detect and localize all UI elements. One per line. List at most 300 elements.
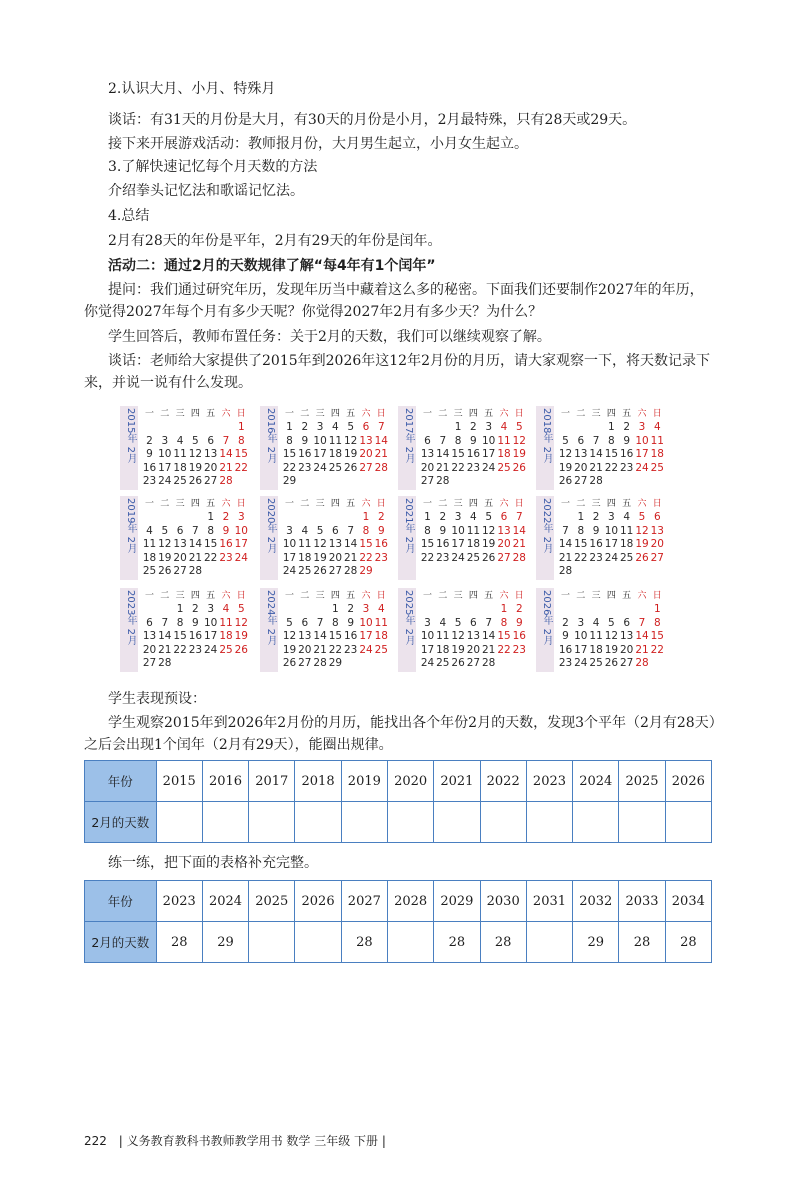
calendar-day: 22 (604, 461, 619, 474)
calendar-day: 17 (604, 538, 619, 551)
weekday-label: 四 (190, 499, 200, 509)
calendar-weekday-header (282, 407, 390, 419)
table-row (85, 802, 712, 843)
calendar-day: 17 (158, 461, 172, 474)
weekday-label: 二 (438, 499, 448, 509)
activity-two-heading: 活动二：通过2月的天数规律了解“每4年有1个闰年” (108, 258, 436, 274)
calendar-day: 27 (650, 551, 664, 564)
calendar-day: 26 (188, 475, 203, 488)
weekday-label: 二 (300, 591, 310, 601)
weekday-label: 日 (236, 591, 246, 601)
calendar-day: 11 (142, 538, 157, 551)
calendar-day: 25 (328, 461, 343, 474)
table-cell-days[interactable] (249, 802, 295, 843)
weekday-label: 六 (637, 409, 647, 419)
calendar-label-tab (260, 496, 278, 580)
calendar-day: 17 (204, 630, 218, 643)
calendar-day: 1 (500, 603, 508, 615)
calendar-day: 3 (286, 524, 293, 537)
weekday-label: 四 (190, 591, 200, 601)
calendar-day: 5 (347, 421, 355, 433)
calendar-day: 21 (158, 643, 172, 656)
weekday-label: 五 (484, 591, 494, 601)
weekday-label: 三 (315, 499, 325, 509)
weekday-label: 日 (652, 499, 662, 509)
table-feb-days-2023-2034 (84, 880, 712, 963)
calendar-feb (536, 406, 666, 490)
weekday-label: 四 (606, 409, 616, 419)
calendar-day: 26 (512, 461, 526, 474)
calendar-day: 24 (482, 461, 496, 474)
calendar-weekday-header (142, 407, 250, 419)
calendar-weekday-header (142, 589, 250, 601)
calendar-day: 12 (482, 524, 496, 537)
calendar-day: 9 (192, 616, 199, 629)
calendar-day: 11 (650, 434, 664, 447)
calendar-day: 18 (436, 643, 450, 656)
calendar-day: 19 (451, 643, 465, 656)
calendar-day: 25 (173, 475, 187, 488)
calendar-day: 21 (512, 538, 526, 551)
calendar-day: 15 (451, 448, 465, 461)
calendar-day: 24 (574, 657, 588, 670)
calendar-day: 7 (638, 616, 646, 629)
table-cell-days[interactable]: 28 (341, 922, 387, 963)
calendar-day: 24 (359, 643, 373, 656)
calendar-day: 2 (377, 511, 385, 523)
calendar-day: 3 (424, 616, 431, 629)
calendar-weekday-header (558, 497, 666, 509)
calendar-day: 26 (604, 657, 619, 670)
calendar-day: 22 (574, 551, 588, 564)
calendar-day: 5 (485, 511, 493, 523)
calendar-day: 20 (650, 538, 664, 551)
calendar-day: 17 (359, 630, 373, 643)
calendar-day: 15 (650, 630, 664, 643)
calendar-day: 22 (204, 551, 218, 564)
calendar-day: 25 (466, 551, 481, 564)
calendar-day: 10 (234, 524, 248, 537)
section-heading-months: 2.认识大月、小月、特殊月 (108, 81, 276, 97)
calendar-day: 21 (374, 448, 388, 461)
weekday-label: 三 (315, 409, 325, 419)
table-cell-days[interactable] (249, 922, 295, 963)
calendar-day: 18 (650, 448, 664, 461)
calendar-day: 14 (482, 630, 496, 643)
calendar-day: 23 (344, 643, 358, 656)
calendar-day: 28 (158, 657, 172, 670)
calendar-day: 13 (298, 630, 312, 643)
calendar-day: 8 (207, 524, 215, 537)
calendar-day: 1 (653, 603, 661, 615)
weekday-label: 五 (206, 499, 216, 509)
calendar-day: 27 (620, 657, 634, 670)
calendar-day: 11 (620, 524, 634, 537)
calendar-day: 12 (313, 538, 327, 551)
calendar-day: 17 (420, 643, 435, 656)
calendar-day: 25 (620, 551, 634, 564)
weekday-label: 五 (346, 591, 356, 601)
calendar-day: 24 (204, 643, 218, 656)
table-cell-year: 2015 (156, 761, 202, 802)
calendar-day: 23 (589, 551, 603, 564)
calendar-day: 18 (328, 448, 343, 461)
table-cell-days[interactable]: 28 (156, 922, 202, 963)
calendar-day: 8 (176, 616, 184, 629)
calendar-day: 1 (362, 511, 370, 523)
calendar-day: 1 (207, 511, 215, 523)
table-cell-year: 2031 (526, 881, 572, 922)
calendar-day: 2 (222, 511, 230, 523)
table-row (85, 761, 712, 802)
calendar-day: 22 (451, 461, 465, 474)
calendar-day: 6 (207, 434, 215, 447)
weekday-label: 一 (284, 591, 294, 601)
table-cell-days[interactable] (619, 802, 665, 843)
calendar-day: 6 (623, 616, 631, 629)
calendar-day: 24 (313, 461, 327, 474)
calendar-day: 23 (142, 475, 157, 488)
page-footer (84, 1132, 386, 1149)
calendar-day: 20 (420, 461, 435, 474)
table-header-year: 年份 (85, 881, 157, 922)
calendar-label-tab (536, 588, 554, 672)
calendar-day: 19 (158, 551, 172, 564)
calendar-day: 11 (173, 448, 187, 461)
calendar-weekday-header (142, 497, 250, 509)
calendar-day: 17 (451, 538, 465, 551)
calendar-day: 10 (574, 630, 588, 643)
calendar-day: 2 (192, 603, 199, 615)
calendar-label-tab (398, 588, 416, 672)
table-cell-days[interactable] (295, 802, 341, 843)
weekday-label: 四 (330, 591, 340, 601)
calendar-day: 10 (482, 434, 496, 447)
calendar-day: 2 (301, 421, 309, 433)
calendar-day: 22 (234, 461, 248, 474)
table-cell-days[interactable] (387, 922, 433, 963)
paragraph-question: 提问：我们通过研究年历，发现年历当中藏着这么多的秘密。下面我们还要制作2027年的年历，你觉得2027年每个月有多少天呢？你觉得2027年2月有多少天？为什么？ (84, 282, 704, 320)
calendar-day: 14 (512, 524, 526, 537)
calendar-day: 4 (332, 421, 339, 433)
paragraph-game: 接下来开展游戏活动：教师报月份，大月男生起立，小月女生起立。 (108, 136, 528, 152)
calendar-day: 7 (161, 616, 169, 629)
calendar-day: 12 (234, 616, 248, 629)
calendar-day: 4 (592, 616, 600, 629)
calendar-day: 4 (377, 603, 385, 615)
calendar-day: 3 (362, 603, 370, 615)
calendar-day: 5 (562, 434, 569, 447)
calendar-day: 15 (574, 538, 588, 551)
table-cell-days[interactable] (526, 922, 572, 963)
calendar-day: 4 (653, 421, 661, 433)
calendar-day: 8 (424, 524, 431, 537)
calendar-year-label: 2024年 2月 (265, 590, 276, 645)
weekday-label: 日 (652, 409, 662, 419)
weekday-label: 一 (422, 409, 432, 419)
calendar-day: 6 (176, 524, 184, 537)
calendar-day: 9 (301, 434, 309, 447)
calendar-day: 27 (466, 657, 481, 670)
calendar-day: 8 (577, 524, 585, 537)
calendar-day: 24 (451, 551, 465, 564)
calendar-day: 5 (515, 421, 523, 433)
table-cell-days[interactable] (526, 802, 572, 843)
book-title: | 义务教育教科书教师教学用书 数学 三年级 下册 | (118, 1134, 386, 1148)
table-cell-days[interactable] (665, 802, 711, 843)
weekday-label: 六 (221, 409, 231, 419)
calendar-day: 10 (451, 524, 465, 537)
calendar-day: 14 (436, 448, 450, 461)
section-heading-memory: 3.了解快速记忆每个月天数的方法 (108, 159, 318, 175)
weekday-label: 一 (144, 591, 154, 601)
calendar-day: 7 (316, 616, 324, 629)
table-cell-days[interactable]: 28 (665, 922, 711, 963)
calendar-day: 25 (142, 565, 157, 578)
table-cell-days[interactable] (295, 922, 341, 963)
calendar-day: 11 (466, 524, 481, 537)
table-cell-days[interactable]: 28 (480, 922, 526, 963)
table-cell-year: 2032 (573, 881, 619, 922)
calendar-day: 16 (298, 448, 312, 461)
weekday-label: 三 (175, 409, 185, 419)
weekday-label: 二 (576, 591, 586, 601)
calendar-day: 12 (558, 448, 573, 461)
table-cell-year: 2017 (249, 761, 295, 802)
calendar-day: 18 (298, 551, 312, 564)
calendar-day: 2 (347, 603, 355, 615)
table-cell-days[interactable]: 28 (434, 922, 480, 963)
calendar-day: 9 (146, 448, 153, 461)
paragraph-talk-calendar: 谈话：老师给大家提供了2015年到2026年这12年2月份的月历，请大家观察一下，将天数记录下来，并说一说有什么发现。 (84, 353, 710, 391)
calendar-day: 27 (298, 657, 312, 670)
table-cell-days[interactable] (341, 802, 387, 843)
table-cell-days[interactable] (573, 802, 619, 843)
calendar-day: 13 (620, 630, 634, 643)
calendar-day: 5 (237, 603, 245, 615)
calendar-day: 10 (313, 434, 327, 447)
weekday-label: 四 (468, 499, 478, 509)
calendar-feb (120, 496, 250, 580)
weekday-label: 三 (453, 499, 463, 509)
calendar-day: 14 (589, 448, 603, 461)
calendar-day: 6 (500, 511, 508, 523)
calendar-day: 11 (328, 434, 343, 447)
calendar-day: 9 (347, 616, 355, 629)
calendar-day: 6 (653, 511, 661, 523)
calendar-day: 2 (470, 421, 477, 433)
calendar-year-label: 2020年 2月 (265, 498, 276, 553)
calendar-day: 3 (638, 421, 646, 433)
weekday-label: 日 (376, 409, 386, 419)
calendar-day: 15 (234, 448, 248, 461)
calendar-day: 13 (173, 538, 187, 551)
calendar-day: 28 (436, 475, 450, 488)
weekday-label: 三 (315, 591, 325, 601)
calendar-day: 15 (420, 538, 435, 551)
calendar-day: 28 (558, 565, 573, 578)
calendar-day: 23 (512, 643, 526, 656)
calendar-weekday-header (420, 589, 528, 601)
table-cell-year: 2018 (295, 761, 341, 802)
table-cell-days[interactable] (387, 802, 433, 843)
calendar-day: 23 (466, 461, 481, 474)
table-cell-days[interactable] (202, 802, 248, 843)
calendar-day: 5 (316, 524, 324, 537)
calendar-day: 14 (635, 630, 649, 643)
calendar-day: 27 (497, 551, 511, 564)
calendar-day: 1 (608, 421, 615, 433)
table-cell-days[interactable] (156, 802, 202, 843)
calendar-day: 11 (436, 630, 450, 643)
calendar-day: 14 (558, 538, 573, 551)
calendar-day: 13 (359, 434, 373, 447)
calendar-feb (120, 588, 250, 672)
calendar-day: 18 (620, 538, 634, 551)
calendar-day: 19 (188, 461, 203, 474)
calendar-day: 1 (286, 421, 293, 433)
calendar-day: 14 (374, 434, 388, 447)
weekday-label: 三 (175, 591, 185, 601)
calendar-day: 2 (623, 421, 631, 433)
calendar-day: 19 (604, 643, 619, 656)
weekday-label: 一 (422, 499, 432, 509)
calendar-day: 3 (485, 421, 493, 433)
calendar-weekday-header (282, 589, 390, 601)
table-cell-days[interactable]: 29 (202, 922, 248, 963)
calendar-day: 5 (638, 511, 646, 523)
weekday-label: 六 (361, 591, 371, 601)
weekday-label: 一 (284, 499, 294, 509)
calendar-day: 17 (282, 551, 297, 564)
calendar-day: 15 (328, 630, 343, 643)
calendar-day: 22 (420, 551, 435, 564)
calendar-day: 10 (604, 524, 619, 537)
calendar-day: 7 (485, 616, 493, 629)
calendar-day: 16 (620, 448, 634, 461)
calendar-day: 28 (313, 657, 327, 670)
calendar-day: 1 (237, 421, 245, 433)
calendar-day: 22 (359, 551, 373, 564)
calendar-day: 27 (204, 475, 218, 488)
weekday-label: 二 (576, 409, 586, 419)
calendar-feb (120, 406, 250, 490)
calendar-day: 27 (328, 565, 343, 578)
calendar-day: 4 (470, 511, 477, 523)
calendar-label-tab (120, 588, 138, 672)
calendar-day: 8 (500, 616, 508, 629)
calendar-weekday-header (420, 497, 528, 509)
calendar-day: 10 (204, 616, 218, 629)
weekday-label: 五 (622, 499, 632, 509)
table-row (85, 922, 712, 963)
calendar-day: 1 (454, 421, 462, 433)
calendar-day: 16 (589, 538, 603, 551)
calendar-day: 16 (142, 461, 157, 474)
calendar-day: 26 (282, 657, 297, 670)
calendar-label-tab (536, 406, 554, 490)
calendar-day: 20 (173, 551, 187, 564)
calendar-day: 13 (497, 524, 511, 537)
calendar-day: 9 (592, 524, 600, 537)
weekday-label: 三 (453, 409, 463, 419)
paragraph-talk-months: 谈话：有31天的月份是大月，有30天的月份是小月，2月最特殊，只有28天或29天。 (108, 112, 637, 128)
calendar-day: 16 (436, 538, 450, 551)
calendar-day: 8 (286, 434, 293, 447)
table-cell-days[interactable] (480, 802, 526, 843)
calendar-day: 15 (497, 630, 511, 643)
table-cell-days[interactable] (434, 802, 480, 843)
calendar-day: 16 (344, 630, 358, 643)
calendar-day: 17 (482, 448, 496, 461)
table-cell-year: 2023 (526, 761, 572, 802)
calendar-day: 9 (515, 616, 523, 629)
calendar-day: 22 (173, 643, 187, 656)
calendar-day: 19 (282, 643, 297, 656)
calendar-day: 14 (344, 538, 358, 551)
table-cell-year: 2029 (434, 881, 480, 922)
calendar-day: 26 (558, 475, 573, 488)
calendar-day: 25 (374, 643, 388, 656)
calendar-day: 12 (282, 630, 297, 643)
calendar-day: 16 (219, 538, 233, 551)
weekday-label: 六 (637, 499, 647, 509)
calendar-day: 16 (188, 630, 203, 643)
table-cell-days[interactable]: 28 (619, 922, 665, 963)
calendar-day: 17 (313, 448, 327, 461)
calendar-day: 6 (146, 616, 153, 629)
calendar-day: 23 (298, 461, 312, 474)
calendar-day: 18 (374, 630, 388, 643)
calendar-label-tab (536, 496, 554, 580)
table-cell-year: 2022 (480, 761, 526, 802)
calendar-day: 28 (589, 475, 603, 488)
calendar-day: 23 (558, 657, 573, 670)
page-number: 222 (84, 1134, 107, 1148)
calendar-day: 8 (454, 434, 462, 447)
table-cell-year: 2019 (341, 761, 387, 802)
table-cell-year: 2033 (619, 881, 665, 922)
weekday-label: 三 (591, 499, 601, 509)
calendar-day: 25 (436, 657, 450, 670)
calendar-day: 10 (420, 630, 435, 643)
weekday-label: 六 (499, 409, 509, 419)
calendar-day: 19 (635, 538, 649, 551)
calendar-day: 27 (173, 565, 187, 578)
calendar-day: 8 (332, 616, 339, 629)
calendar-feb (260, 496, 390, 580)
calendar-day: 20 (328, 551, 343, 564)
weekday-label: 五 (346, 409, 356, 419)
calendar-day: 23 (620, 461, 634, 474)
calendar-day: 20 (359, 448, 373, 461)
calendar-day: 7 (592, 434, 600, 447)
table-cell-year: 2026 (665, 761, 711, 802)
calendar-day: 20 (142, 643, 157, 656)
calendar-day: 21 (558, 551, 573, 564)
calendar-day: 28 (482, 657, 496, 670)
calendar-day: 26 (451, 657, 465, 670)
table-cell-days[interactable]: 29 (573, 922, 619, 963)
calendar-day: 16 (466, 448, 481, 461)
table-cell-year: 2023 (156, 881, 202, 922)
calendar-day: 29 (328, 657, 343, 670)
calendar-day: 15 (173, 630, 187, 643)
weekday-label: 日 (514, 409, 524, 419)
calendar-day: 10 (282, 538, 297, 551)
weekday-label: 二 (300, 499, 310, 509)
table-cell-year: 2016 (202, 761, 248, 802)
